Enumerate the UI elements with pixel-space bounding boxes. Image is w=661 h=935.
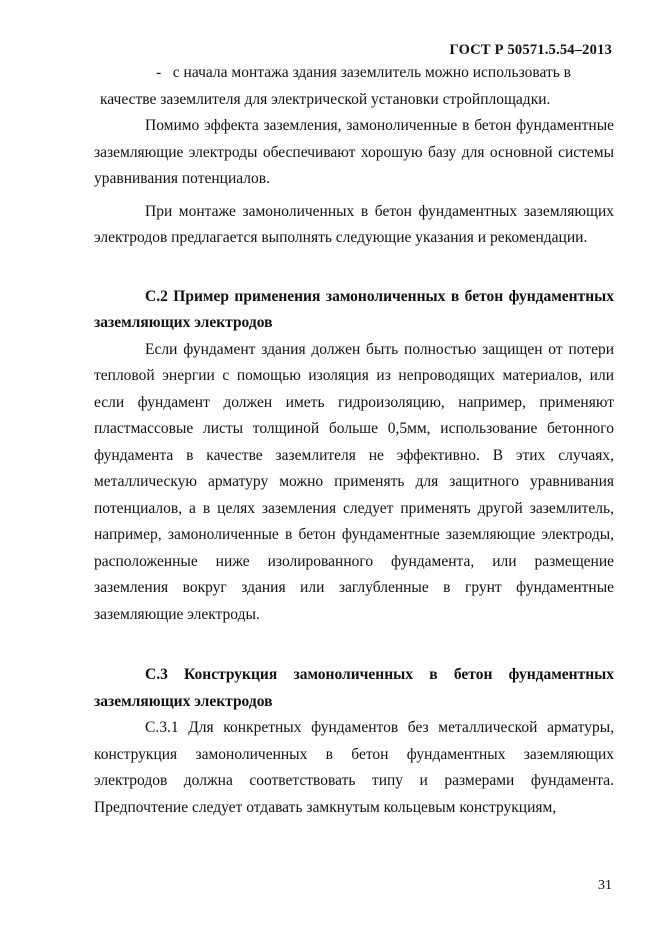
page-content (94, 60, 614, 821)
bullet-item-line1 (94, 60, 614, 87)
bullet-text-line1: с начала монтажа здания заземлитель можно использовать в (172, 64, 571, 81)
paragraph-c3-1: С.3.1 Для конкретных фундаментов без металлической арматуры, конструкция замоноличенных в бетон фундаментных заземляющих электродов должна соответствовать типу и размерами фундамента. Предпочтение следует отдавать замкнутым кольцевым конструкциям, (94, 719, 614, 816)
section-heading-c2: С.2 Пример применения замоноличенных в бетон фундаментных заземляющих электродов (94, 287, 614, 331)
spacer (94, 252, 614, 284)
paragraph-c2-body: Если фундамент здания должен быть полностью защищен от потери тепловой энергии с помощью изоляция из непроводящих материалов, или если фундамент должен иметь гидроизоляцию, например, применяют пластмассовые листы толщиной больше 0,5мм, использование бетонного фундамента в качестве заземлителя не эффективно. В этих случаях, металлическую арматуру можно применять для защитного уравнивания потенциалов, а в целях заземления следует применять другой заземлитель, например, замоноличенные в бетон фундаментные заземляющие электроды, расположенные ниже изолированного фундамента, или размещение заземления вокруг здания или заглубленные в грунт фундаментные заземляющие электроды. (94, 340, 614, 623)
bullet-dash: - (156, 64, 162, 81)
paragraph-recommendations: При монтаже замоноличенных в бетон фундаментных заземляющих электродов предлагается выполнять следующие указания и рекомендации. (94, 202, 614, 246)
paragraph-equipotential-base: Помимо эффекта заземления, замоноличенные в бетон фундаментные заземляющие электроды обеспечивают хорошую базу для основной системы уравнивания потенциалов. (94, 117, 614, 187)
standard-header: ГОСТ Р 50571.5.54–2013 (449, 42, 612, 58)
section-heading-c3: С.3 Конструкция замоноличенных в бетон фундаментных заземляющих электродов (94, 666, 614, 710)
page-number: 31 (598, 878, 612, 893)
spacer (94, 628, 614, 662)
bullet-text-line2: качестве заземлителя для электрической установки стройплощадки. (100, 90, 551, 108)
